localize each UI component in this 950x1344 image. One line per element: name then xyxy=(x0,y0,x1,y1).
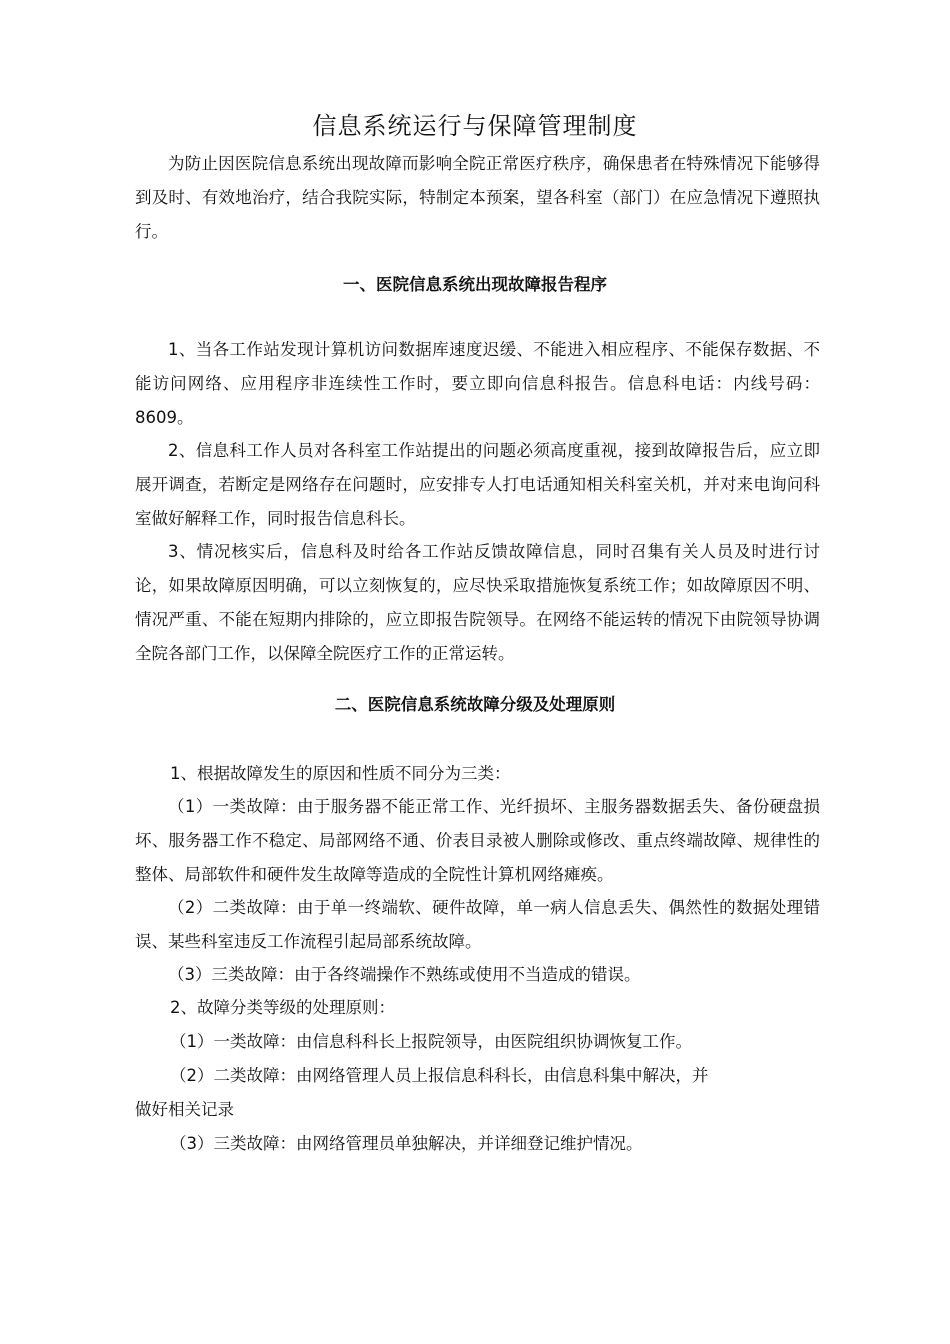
section1-heading: 一、医院信息系统出现故障报告程序 xyxy=(343,275,607,294)
fault-class-1: （1）一类故障：由于服务器不能正常工作、光纤损坏、主服务器数据丢失、备份硬盘损坏、服务器工作不稳定、局部网络不通、价表目录被人删除或修改、重点终端故障、规律性的整体、局部软件和硬件发生故障等造成的全院性计算机网络瘫痪。 xyxy=(135,797,820,884)
section1-item-1: 1、当各工作站发现计算机访问数据库速度迟缓、不能进入相应程序、不能保存数据、不能访问网络、应用程序非连续性工作时，要立即向信息科报告。信息科电话：内线号码：8609。 xyxy=(135,340,820,427)
handling-rule-2-line2: 做好相关记录 xyxy=(135,1100,234,1119)
fault-class-3: （3）三类故障：由于各终端操作不熟练或使用不当造成的错误。 xyxy=(168,965,641,984)
section2-item2-label: 2、故障分类等级的处理原则： xyxy=(170,998,395,1017)
section2-item1-label: 1、根据故障发生的原因和性质不同分为三类： xyxy=(170,764,511,783)
document-title: 信息系统运行与保障管理制度 xyxy=(312,112,638,140)
handling-rule-2-line1: （2）二类故障：由网络管理人员上报信息科科长，由信息科集中解决，并 xyxy=(170,1066,709,1085)
fault-class-2: （2）二类故障：由于单一终端软、硬件故障，单一病人信息丢失、偶然性的数据处理错误、某些科室违反工作流程引起局部系统故障。 xyxy=(135,898,820,951)
intro-paragraph: 为防止因医院信息系统出现故障而影响全院正常医疗秩序，确保患者在特殊情况下能够得到及时、有效地治疗，结合我院实际，特制定本预案，望各科室（部门）在应急情况下遵照执行。 xyxy=(135,154,820,241)
handling-rule-1: （1）一类故障：由信息科科长上报院领导，由医院组织协调恢复工作。 xyxy=(170,1032,692,1051)
section1-item-2: 2、信息科工作人员对各科室工作站提出的问题必须高度重视，接到故障报告后，应立即展开调查，若断定是网络存在问题时，应安排专人打电话通知相关科室关机，并对来电询问科室做好解释工作，同时报告信息科长。 xyxy=(135,441,820,528)
handling-rule-3: （3）三类故障：由网络管理员单独解决，并详细登记维护情况。 xyxy=(170,1134,643,1153)
section2-heading: 二、医院信息系统故障分级及处理原则 xyxy=(334,695,616,714)
section1-item-3: 3、情况核实后，信息科及时给各工作站反馈故障信息，同时召集有关人员及时进行讨论，如果故障原因明确，可以立刻恢复的，应尽快采取措施恢复系统工作；如故障原因不明、情况严重、不能在短期内排除的，应立即报告院领导。在网络不能运转的情况下由院领导协调全院各部门工作，以保障全院医疗工作的正常运转。 xyxy=(135,542,820,663)
